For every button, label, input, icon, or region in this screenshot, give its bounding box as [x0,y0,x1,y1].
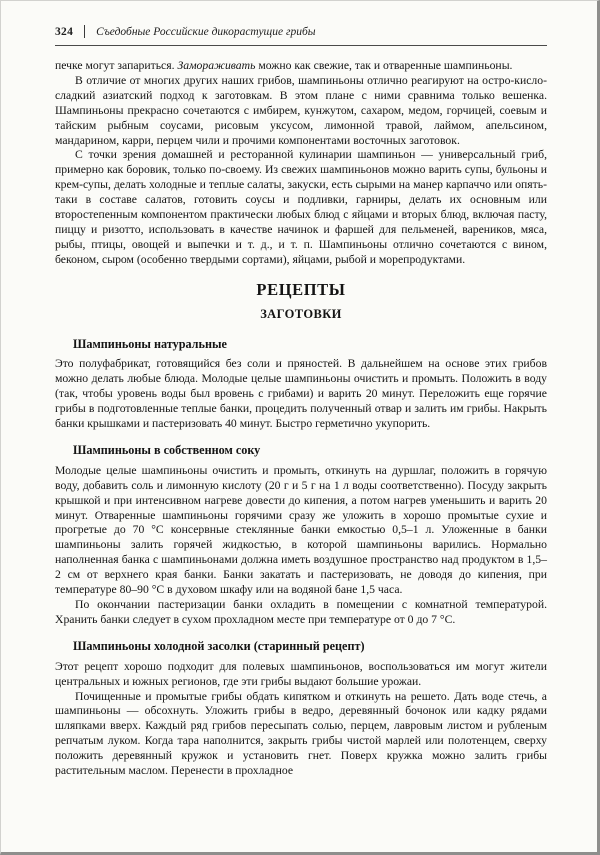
recipe-section-natural [55,337,547,432]
recipe-section-cold-salting [55,639,547,779]
intro-paragraph-1-pre: печке могут запариться. [55,59,178,72]
recipe-title: Шампиньоны натуральные [73,336,227,351]
recipe-section-own-juice [55,443,547,628]
emphasized-word: Замораживать [177,59,256,72]
recipe-paragraph: Это полуфабрикат, готовящийся без соли и пряностей. В дальнейшем на основе этих грибов можно делать любые блюда. Молодые целые шампиньоны очистить и промыть. Положить в воду (так, чтобы уровень воды был вровень с грибами) и варить 20 минут. Переложить еще горячие грибы в подготовленные теплые банки, процедить полученный отвар и залить им грибы. Накрыть банки крышками и пастеризовать 40 минут. Быстро герметично укупорить. [55,357,547,431]
recipe-paragraph: Почищенные и промытые грибы обдать кипятком и откинуть на решето. Дать воде стечь, а шампиньоны — обсохнуть. Уложить грибы в ведро, деревянный бочонок или кадку рядами шляпками вверх. Каждый ряд грибов пересыпать солью, перцем, лавровым листом и рубленым репчатым луком. Когда тара наполнится, закрыть грибы чистой марлей или полотенцем, сверху положить деревянный кружок и установить гнет. Поверх кружка можно залить грибы растительным маслом. Перенести в прохладное [55,689,547,778]
intro-paragraph-1-post: можно как свежие, так и отваренные шампиньоны. [255,59,513,72]
running-title: Съедобные Российские дикорастущие грибы [96,25,316,38]
recipe-paragraph: Этот рецепт хорошо подходит для полевых шампиньонов, воспользоваться им могут жители центральных и южных регионов, где эти грибы выдают большие урожаи. [55,659,547,688]
recipe-paragraph: По окончании пастеризации банки охладить в помещении с комнатной температурой. Хранить банки следует в сухом прохладном месте при температуре от 0 до 7 °C. [55,598,547,626]
intro-paragraph-3: С точки зрения домашней и ресторанной кулинарии шампиньон — универсальный гриб, примерно как боровик, только по-своему. Из свежих шампиньонов можно варить супы, бульоны и крем-супы, делать холодные и теплые салаты, закуски, есть сырыми на манер карпаччо или опять-таки в составе салатов, готовить соусы и подливки, гарниры, делать их основным или второстепенным компонентом практически любых блюд с яйцами и вторых блюд, включая пасту, пиццу и ризотто, использовать в качестве начинок и фаршей для пельменей, вареников, мяса, рыбы, птицы, овощей и выпечки и т. д., и т. п. Шампиньоны отлично сочетаются с вином, беконом, сыром (особенно твердыми сортами), яйцами, рыбой и морепродуктами. [55,148,547,266]
header-divider [84,25,85,38]
recipe-title: Шампиньоны в собственном соку [73,442,261,457]
page-header [55,25,547,38]
recipes-title: РЕЦЕПТЫ [256,279,346,299]
subsection-title: ЗАГОТОВКИ [260,306,342,321]
recipe-title: Шампиньоны холодной засолки (старинный рецепт) [73,638,365,653]
page-number: 324 [55,25,74,38]
recipe-paragraph: Молодые целые шампиньоны очистить и промыть, откинуть на дуршлаг, положить в горячую воду, добавить соль и лимонную кислоту (20 г и 5 г на 1 л воды соответственно). Посуду закрыть крышкой и при интенсивном нагреве довести до кипения, а потом нагрев уменьшить и варить 20 минут. Отваренные шампиньоны горячими сразу же уложить в хорошо промытые сухие и прогретые до 70 °C консервные стеклянные банки емкостью 0,5–1 л. Уложенные в банки шампиньоны залить горячей жидкостью, в которой шампиньоны варились. Нормально наполненная банка с шампиньонами должна иметь воздушное пространство над продуктом в 1,5–2 см от верхнего края банки. Банки закатать и пастеризовать, не доводя до кипения, при температуре 80–90 °C в духовом шкафу или на водяной бане 1,5 часа. [55,463,547,597]
intro-paragraph-2: В отличие от многих других наших грибов, шампиньоны отлично реагируют на остро-кисло-сладкий азиатский подход к заготовкам. В этом плане с ними сравнима только вешенка. Шампиньоны прекрасно сочетаются с имбирем, кунжутом, сахаром, медом, горчицей, соевым и тайским рыбным соусами, рисовым уксусом, лимонной травой, лаймом, апельсином, мандарином, карри, перцем чили и прочими компонентами восточных заготовок. [55,73,547,147]
page-body [55,59,547,779]
header-rule [55,45,547,46]
intro-paragraph-1 [55,59,547,74]
